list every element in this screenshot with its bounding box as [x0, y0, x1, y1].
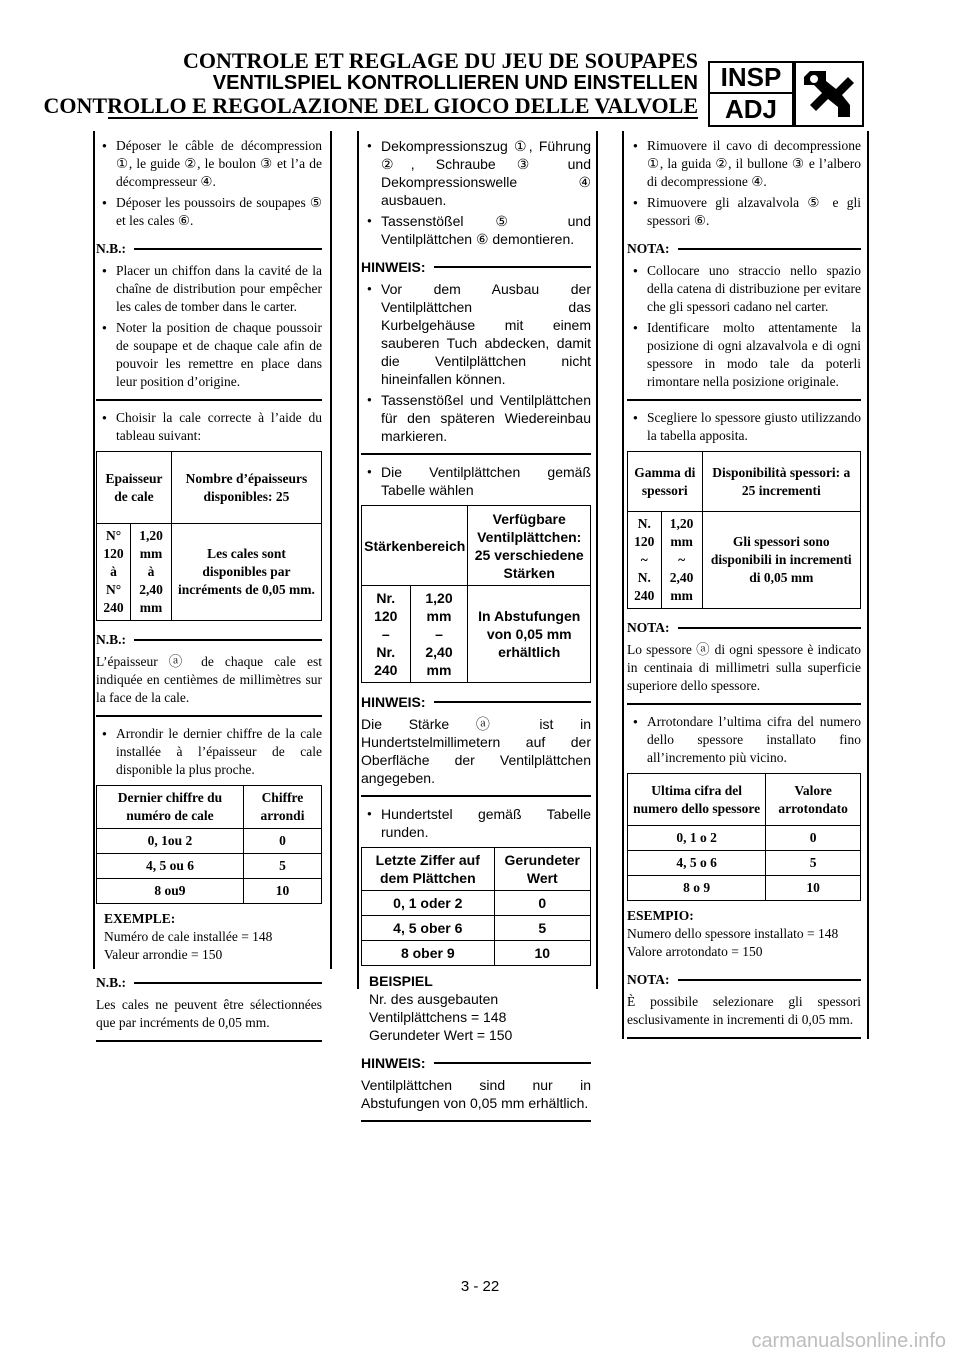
- table-row: [97, 879, 322, 904]
- insp-adj-badge: [708, 61, 794, 127]
- note-header: [627, 240, 861, 258]
- table-cell: 0, 1 oder 2: [362, 891, 495, 916]
- list-item: ● Identificare molto attentamente la posizione di ogni alzavalvola e di ogni spessore in modo tale da poterli rimontare nella posizione originale.: [627, 319, 861, 391]
- list-item: ● Déposer les poussoirs de soupapes ⑤ et les cales ⑥.: [96, 194, 322, 230]
- column-rule: [330, 131, 332, 969]
- note-text: Lo spessore ⓐ di ogni spessore è indicato in centinaia di millimetri sulla superficie superiore dello spessore.: [627, 642, 861, 693]
- rounding-table: [96, 785, 322, 904]
- table-header: Dernier chiffre du numéro de cale: [97, 786, 244, 829]
- page-header: [0, 0, 960, 130]
- note-header: [361, 258, 591, 276]
- divider: [627, 399, 861, 401]
- title-german: VENTILSPIEL KONTROLLIEREN UND EINSTELLEN: [212, 72, 698, 94]
- note-header: [361, 693, 591, 711]
- divider: [361, 795, 591, 797]
- table-header: Letzte Ziffer auf dem Plättchen: [362, 848, 495, 891]
- divider: [96, 399, 322, 401]
- table-header: Gamma di spessori: [628, 452, 703, 512]
- table-cell: 1,20 mm à 2,40 mm: [131, 524, 172, 621]
- table-cell: 1,20 mm ~ 2,40 mm: [661, 512, 702, 609]
- table-cell: 0: [243, 829, 321, 854]
- table-cell: Gli spessori sono disponibili in incrementi di 0,05 mm: [702, 512, 860, 609]
- table-header: Chiffre arrondi: [243, 786, 321, 829]
- table-cell: 5: [494, 916, 590, 941]
- table-cell: 8 ou9: [97, 879, 244, 904]
- table-cell: 5: [243, 854, 321, 879]
- example-box: [96, 910, 322, 964]
- example-title: BEISPIEL: [369, 973, 433, 989]
- table-row: [628, 876, 861, 901]
- note-text: Die Stärke ⓐ ist in Hundertstelmillimetern auf der Oberfläche der Ventilplättchen angegeben.: [361, 716, 591, 786]
- note-label: N.B.:: [96, 632, 126, 647]
- note-header: [96, 240, 322, 258]
- table-cell: 10: [243, 879, 321, 904]
- badge-insp: INSP: [710, 63, 792, 94]
- example-line: Numéro de cale installée = 148: [104, 929, 273, 944]
- column-rule: [867, 131, 869, 1039]
- example-title: ESEMPIO:: [627, 908, 694, 923]
- list-item: ● Dekompressionszug ①, Führung ②, Schraube ③ und Dekompressionswelle ④ ausbauen.: [361, 137, 591, 209]
- table-cell: 1,20 mm – 2,40 mm: [410, 586, 468, 683]
- table-cell: In Abstufungen von 0,05 mm erhältlich: [468, 586, 591, 683]
- table-cell: 0: [766, 826, 861, 851]
- table-row: [97, 829, 322, 854]
- list-item: ● Vor dem Ausbau der Ventilplättchen das Kurbelgehäuse mit einem sauberen Tuch abdecken, damit die Ventilplättchen nicht hineinfallen können.: [361, 280, 591, 388]
- list-item: ● Tassenstößel und Ventilplättchen für den späteren Wiedereinbau markieren.: [361, 391, 591, 445]
- note-text: Les cales ne peuvent être sélectionnées que par incréments de 0,05 mm.: [96, 997, 322, 1030]
- note-label: N.B.:: [96, 975, 126, 990]
- note-header: [627, 619, 861, 637]
- title-italian: CONTROLLO E REGOLAZIONE DEL GIOCO DELLE VALVOLE: [43, 93, 698, 118]
- table-cell: 5: [766, 851, 861, 876]
- example-line: Numero dello spessore installato = 148: [627, 926, 839, 941]
- divider: [96, 1040, 322, 1042]
- example-line: Valeur arrondie = 150: [104, 947, 223, 962]
- table-cell: 10: [494, 941, 590, 966]
- table-cell: N° 120 à N° 240: [97, 524, 131, 621]
- table-cell: 10: [766, 876, 861, 901]
- table-header: Stärkenbereich: [362, 506, 468, 586]
- column-rule: [93, 131, 95, 969]
- page-number: 3 - 22: [460, 1278, 500, 1295]
- divider: [627, 703, 861, 705]
- list-item: ● Die Ventilplättchen gemäß Tabelle wählen: [361, 463, 591, 499]
- badge-adj: ADJ: [724, 94, 777, 124]
- table-cell: 0: [494, 891, 590, 916]
- note-text: Ventilplättchen sind nur in Abstufungen von 0,05 mm erhältlich.: [361, 1077, 591, 1111]
- table-header: Verfügbare Ventilplättchen: 25 verschiedene Stärken: [468, 506, 591, 586]
- column-french: [96, 134, 322, 1050]
- example-box: [361, 972, 591, 1044]
- shim-table: [627, 451, 861, 609]
- example-line: Valore arrotondato = 150: [627, 944, 763, 959]
- note-header: [361, 1054, 591, 1072]
- note-text: L’épaisseur ⓐ de chaque cale est indiquée en centièmes de millimètres sur la face de la cale.: [96, 654, 322, 705]
- table-row: [362, 891, 591, 916]
- note-label: NOTA:: [627, 620, 670, 635]
- watermark: carmanualsonline.info: [751, 1330, 946, 1352]
- note-label: HINWEIS:: [361, 259, 426, 275]
- column-rule: [596, 131, 598, 989]
- table-header: Disponibilità spessori: a 25 incrementi: [702, 452, 860, 512]
- table-row: [362, 916, 591, 941]
- column-rule: [357, 131, 359, 989]
- note-header: [96, 974, 322, 992]
- example-line: Gerundeter Wert = 150: [369, 1027, 513, 1043]
- note-header: [627, 971, 861, 989]
- note-label: NOTA:: [627, 241, 670, 256]
- divider: [627, 1037, 861, 1039]
- note-label: NOTA:: [627, 972, 670, 987]
- example-box: [627, 907, 861, 961]
- table-row: [628, 851, 861, 876]
- table-header: Nombre d’épaisseurs disponibles: 25: [171, 452, 321, 524]
- note-text: È possibile selezionare gli spessori esclusivamente in incrementi di 0,05 mm.: [627, 994, 861, 1027]
- table-cell: 0, 1ou 2: [97, 829, 244, 854]
- table-cell: Les cales sont disponibles par incréments de 0,05 mm.: [171, 524, 321, 621]
- table-cell: 4, 5 o 6: [628, 851, 766, 876]
- title-block: [44, 50, 698, 118]
- title-underline: [108, 117, 698, 119]
- list-item: ● Scegliere lo spessore giusto utilizzando la tabella apposita.: [627, 409, 861, 445]
- list-item: ● Arrotondare l’ultima cifra del numero dello spessore installato fino all’incremento più vicino.: [627, 713, 861, 767]
- list-item: ● Hundertstel gemäß Tabelle runden.: [361, 805, 591, 841]
- table-cell: 8 o 9: [628, 876, 766, 901]
- list-item: ● Noter la position de chaque poussoir de soupape et de chaque cale afin de pouvoir les remettre en place dans leur position d’origine.: [96, 319, 322, 391]
- list-item: ● Rimuovere il cavo di decompressione ①, la guida ②, il bullone ③ e l’albero di decompressione ④.: [627, 137, 861, 191]
- table-cell: 4, 5 ou 6: [97, 854, 244, 879]
- example-title: EXEMPLE:: [104, 911, 176, 926]
- table-cell: 8 ober 9: [362, 941, 495, 966]
- table-header: Epaisseur de cale: [97, 452, 172, 524]
- title-french: CONTROLE ET REGLAGE DU JEU DE SOUPAPES: [182, 48, 698, 73]
- rounding-table: [361, 847, 591, 966]
- column-german: [361, 134, 591, 1130]
- list-item: ● Rimuovere gli alzavalvola ⑤ e gli spessori ⑥.: [627, 194, 861, 230]
- table-cell: 0, 1 o 2: [628, 826, 766, 851]
- list-item: ● Tassenstößel ⑤ und Ventilplättchen ⑥ demontieren.: [361, 212, 591, 248]
- table-cell: N. 120 ~ N. 240: [628, 512, 662, 609]
- list-item: ● Déposer le câble de décompression ①, le guide ②, le boulon ③ et l’a de décompresseur ④.: [96, 137, 322, 191]
- table-header: Valore arrotondato: [766, 774, 861, 826]
- rounding-table: [627, 773, 861, 901]
- table-header: Ultima cifra del numero dello spessore: [628, 774, 766, 826]
- table-cell: Nr. 120 – Nr. 240: [362, 586, 411, 683]
- list-item: ● Arrondir le dernier chiffre de la cale installée à l’épaisseur de cale disponible la plus proche.: [96, 725, 322, 779]
- note-label: HINWEIS:: [361, 1055, 426, 1071]
- note-label: HINWEIS:: [361, 694, 426, 710]
- wrench-tool-icon: [794, 61, 864, 127]
- divider: [361, 1120, 591, 1122]
- column-rule: [622, 131, 624, 1039]
- list-item: ● Choisir la cale correcte à l’aide du tableau suivant:: [96, 409, 322, 445]
- list-item: ● Placer un chiffon dans la cavité de la chaîne de distribution pour empêcher les cales de tomber dans le carter.: [96, 262, 322, 316]
- divider: [96, 715, 322, 717]
- table-row: [97, 854, 322, 879]
- divider: [361, 453, 591, 455]
- note-label: N.B.:: [96, 241, 126, 256]
- note-header: [96, 631, 322, 649]
- shim-table: [96, 451, 322, 621]
- table-row: [628, 826, 861, 851]
- column-italian: [627, 134, 861, 1047]
- list-item: ● Collocare uno straccio nello spazio della catena di distribuzione per evitare che gli spessori cadano nel carter.: [627, 262, 861, 316]
- example-line: Nr. des ausgebauten Ventilplättchens = 148: [369, 991, 507, 1025]
- shim-table: [361, 505, 591, 683]
- table-row: [362, 941, 591, 966]
- table-header: Gerundeter Wert: [494, 848, 590, 891]
- table-cell: 4, 5 ober 6: [362, 916, 495, 941]
